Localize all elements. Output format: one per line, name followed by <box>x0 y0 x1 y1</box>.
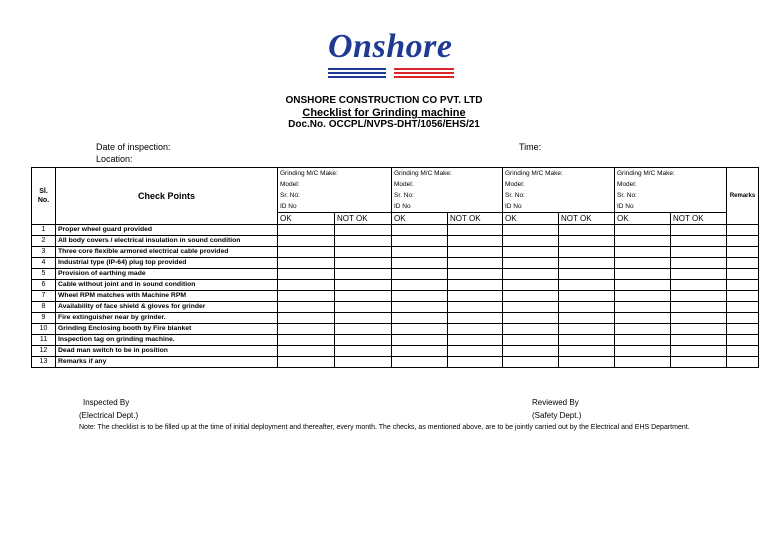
time-label: Time: <box>519 142 542 152</box>
not-ok-entry-cell[interactable] <box>335 313 392 324</box>
ok-entry-cell[interactable] <box>392 313 448 324</box>
ok-entry-cell[interactable] <box>278 236 335 247</box>
ok-entry-cell[interactable] <box>615 258 671 269</box>
sl-no-cell: 9 <box>32 313 56 324</box>
not-ok-entry-cell[interactable] <box>448 291 503 302</box>
inspected-dept-label: (Electrical Dept.) <box>79 411 139 420</box>
not-ok-entry-cell[interactable] <box>448 302 503 313</box>
not-ok-entry-cell[interactable] <box>335 302 392 313</box>
not-ok-entry-cell[interactable] <box>671 236 727 247</box>
not-ok-entry-cell[interactable] <box>335 269 392 280</box>
ok-entry-cell[interactable] <box>503 313 559 324</box>
ok-entry-cell[interactable] <box>278 346 335 357</box>
check-point-cell: Dead man switch to be in position <box>56 346 278 357</box>
not-ok-entry-cell[interactable] <box>559 236 615 247</box>
ok-entry-cell[interactable] <box>615 280 671 291</box>
remarks-cell[interactable] <box>727 335 759 346</box>
ok-entry-cell[interactable] <box>392 225 448 236</box>
not-ok-entry-cell[interactable] <box>671 280 727 291</box>
ok-entry-cell[interactable] <box>278 291 335 302</box>
ok-column-header: OK <box>615 213 671 225</box>
ok-entry-cell[interactable] <box>392 346 448 357</box>
not-ok-entry-cell[interactable] <box>335 335 392 346</box>
ok-entry-cell[interactable] <box>503 357 559 368</box>
table-row <box>32 269 759 280</box>
not-ok-entry-cell[interactable] <box>671 357 727 368</box>
not-ok-entry-cell[interactable] <box>559 346 615 357</box>
ok-entry-cell[interactable] <box>503 247 559 258</box>
ok-entry-cell[interactable] <box>503 335 559 346</box>
not-ok-entry-cell[interactable] <box>448 247 503 258</box>
check-point-cell: Grinding Enclosing booth by Fire blanket <box>56 324 278 335</box>
ok-entry-cell[interactable] <box>503 291 559 302</box>
ok-entry-cell[interactable] <box>278 269 335 280</box>
not-ok-entry-cell[interactable] <box>335 324 392 335</box>
check-point-cell: All body covers / electrical insulation in sound condition <box>56 236 278 247</box>
company-logo <box>322 28 462 84</box>
not-ok-entry-cell[interactable] <box>448 346 503 357</box>
sl-no-cell: 7 <box>32 291 56 302</box>
ok-entry-cell[interactable] <box>615 357 671 368</box>
sl-no-cell: 8 <box>32 302 56 313</box>
not-ok-entry-cell[interactable] <box>559 302 615 313</box>
ok-entry-cell[interactable] <box>503 236 559 247</box>
machine-1-details: Grinding M/C Make: Model: Sr. No: ID No <box>278 168 392 213</box>
remarks-cell[interactable] <box>727 269 759 280</box>
ok-entry-cell[interactable] <box>615 302 671 313</box>
not-ok-entry-cell[interactable] <box>448 357 503 368</box>
ok-entry-cell[interactable] <box>503 225 559 236</box>
not-ok-entry-cell[interactable] <box>448 225 503 236</box>
not-ok-entry-cell[interactable] <box>559 225 615 236</box>
not-ok-entry-cell[interactable] <box>448 258 503 269</box>
not-ok-entry-cell[interactable] <box>335 357 392 368</box>
remarks-cell[interactable] <box>727 324 759 335</box>
not-ok-entry-cell[interactable] <box>671 258 727 269</box>
checklist-table <box>31 167 759 368</box>
table-row <box>32 225 759 236</box>
sl-no-cell: 5 <box>32 269 56 280</box>
not-ok-entry-cell[interactable] <box>559 258 615 269</box>
ok-entry-cell[interactable] <box>615 269 671 280</box>
check-point-cell: Wheel RPM matches with Machine RPM <box>56 291 278 302</box>
not-ok-column-header: NOT OK <box>335 213 392 225</box>
ok-entry-cell[interactable] <box>392 335 448 346</box>
not-ok-entry-cell[interactable] <box>448 324 503 335</box>
inspected-by-label: Inspected By <box>83 398 130 407</box>
ok-entry-cell[interactable] <box>278 302 335 313</box>
ok-entry-cell[interactable] <box>503 280 559 291</box>
not-ok-entry-cell[interactable] <box>335 247 392 258</box>
check-point-cell: Industrial type (IP-64) plug top provided <box>56 258 278 269</box>
not-ok-entry-cell[interactable] <box>671 335 727 346</box>
sl-no-cell: 11 <box>32 335 56 346</box>
not-ok-entry-cell[interactable] <box>671 313 727 324</box>
remarks-cell[interactable] <box>727 280 759 291</box>
not-ok-entry-cell[interactable] <box>335 346 392 357</box>
ok-entry-cell[interactable] <box>392 291 448 302</box>
check-point-cell: Provision of earthing made <box>56 269 278 280</box>
ok-entry-cell[interactable] <box>392 280 448 291</box>
ok-column-header: OK <box>503 213 559 225</box>
not-ok-entry-cell[interactable] <box>448 335 503 346</box>
not-ok-entry-cell[interactable] <box>671 324 727 335</box>
remarks-cell[interactable] <box>727 346 759 357</box>
check-point-cell: Proper wheel guard provided <box>56 225 278 236</box>
sl-no-cell: 2 <box>32 236 56 247</box>
check-points-header: Check Points <box>56 168 278 225</box>
ok-entry-cell[interactable] <box>503 269 559 280</box>
ok-entry-cell[interactable] <box>503 346 559 357</box>
ok-entry-cell[interactable] <box>392 236 448 247</box>
not-ok-entry-cell[interactable] <box>559 269 615 280</box>
table-row <box>32 346 759 357</box>
table-row <box>32 258 759 269</box>
document-number: Doc.No. OCCPL/NVPS-DHT/1056/EHS/21 <box>288 119 480 130</box>
ok-entry-cell[interactable] <box>615 247 671 258</box>
logo-text: Onshore <box>328 28 453 65</box>
remarks-cell[interactable] <box>727 302 759 313</box>
not-ok-entry-cell[interactable] <box>671 291 727 302</box>
check-point-cell: Inspection tag on grinding machine. <box>56 335 278 346</box>
not-ok-entry-cell[interactable] <box>335 236 392 247</box>
sl-no-cell: 6 <box>32 280 56 291</box>
sl-no-cell: 10 <box>32 324 56 335</box>
sl-no-header: Sl. No. <box>32 168 56 225</box>
not-ok-entry-cell[interactable] <box>671 247 727 258</box>
date-of-inspection-label: Date of inspection: <box>96 142 171 152</box>
ok-entry-cell[interactable] <box>503 302 559 313</box>
note-text: Note: The checklist is to be filled up at the time of initial deployment and thereafter, every month. The checks, as mentioned above, are to be jointly carried out by the Electrical and EHS Department. <box>79 424 690 431</box>
not-ok-entry-cell[interactable] <box>335 258 392 269</box>
check-point-cell: Cable without joint and in sound condition <box>56 280 278 291</box>
table-row <box>32 236 759 247</box>
not-ok-column-header: NOT OK <box>559 213 615 225</box>
remarks-cell[interactable] <box>727 258 759 269</box>
ok-entry-cell[interactable] <box>392 269 448 280</box>
ok-entry-cell[interactable] <box>615 346 671 357</box>
not-ok-entry-cell[interactable] <box>335 280 392 291</box>
table-row <box>32 291 759 302</box>
machine-4-details: Grinding M/C Make: Model: Sr. No: ID No <box>615 168 727 213</box>
not-ok-entry-cell[interactable] <box>559 291 615 302</box>
not-ok-entry-cell[interactable] <box>559 357 615 368</box>
not-ok-entry-cell[interactable] <box>335 291 392 302</box>
check-point-cell: Remarks if any <box>56 357 278 368</box>
ok-entry-cell[interactable] <box>615 236 671 247</box>
table-row <box>32 313 759 324</box>
machine-3-details: Grinding M/C Make: Model: Sr. No: ID No <box>503 168 615 213</box>
ok-entry-cell[interactable] <box>278 313 335 324</box>
sl-no-cell: 13 <box>32 357 56 368</box>
document-title: Checklist for Grinding machine <box>302 107 466 119</box>
ok-entry-cell[interactable] <box>615 225 671 236</box>
check-point-cell: Three core flexible armored electrical cable provided <box>56 247 278 258</box>
table-row <box>32 280 759 291</box>
not-ok-entry-cell[interactable] <box>335 225 392 236</box>
ok-entry-cell[interactable] <box>392 357 448 368</box>
sl-no-cell: 1 <box>32 225 56 236</box>
remarks-cell[interactable] <box>727 313 759 324</box>
ok-entry-cell[interactable] <box>278 324 335 335</box>
ok-column-header: OK <box>392 213 448 225</box>
remarks-cell[interactable] <box>727 291 759 302</box>
not-ok-entry-cell[interactable] <box>448 313 503 324</box>
remarks-cell[interactable] <box>727 357 759 368</box>
not-ok-entry-cell[interactable] <box>559 313 615 324</box>
remarks-cell[interactable] <box>727 236 759 247</box>
ok-entry-cell[interactable] <box>392 324 448 335</box>
ok-entry-cell[interactable] <box>615 324 671 335</box>
table-row <box>32 302 759 313</box>
ok-entry-cell[interactable] <box>278 335 335 346</box>
company-name: ONSHORE CONSTRUCTION CO PVT. LTD <box>285 95 483 106</box>
not-ok-entry-cell[interactable] <box>448 280 503 291</box>
ok-entry-cell[interactable] <box>503 258 559 269</box>
reviewed-dept-label: (Safety Dept.) <box>532 411 582 420</box>
not-ok-entry-cell[interactable] <box>671 346 727 357</box>
ok-entry-cell[interactable] <box>615 313 671 324</box>
ok-entry-cell[interactable] <box>278 280 335 291</box>
ok-entry-cell[interactable] <box>615 291 671 302</box>
table-row <box>32 357 759 368</box>
table-row <box>32 324 759 335</box>
ok-entry-cell[interactable] <box>278 258 335 269</box>
check-point-cell: Fire extinguisher near by grinder. <box>56 313 278 324</box>
not-ok-entry-cell[interactable] <box>559 335 615 346</box>
not-ok-entry-cell[interactable] <box>671 269 727 280</box>
not-ok-entry-cell[interactable] <box>559 280 615 291</box>
sl-no-cell: 3 <box>32 247 56 258</box>
check-point-cell: Availability of face shield & gloves for grinder <box>56 302 278 313</box>
ok-entry-cell[interactable] <box>278 247 335 258</box>
not-ok-entry-cell[interactable] <box>671 302 727 313</box>
sl-no-cell: 4 <box>32 258 56 269</box>
remarks-cell[interactable] <box>727 247 759 258</box>
machine-2-details: Grinding M/C Make: Model: Sr. No: ID No <box>392 168 503 213</box>
table-row <box>32 335 759 346</box>
ok-entry-cell[interactable] <box>392 258 448 269</box>
not-ok-column-header: NOT OK <box>671 213 727 225</box>
not-ok-entry-cell[interactable] <box>559 324 615 335</box>
ok-entry-cell[interactable] <box>503 324 559 335</box>
sl-no-cell: 12 <box>32 346 56 357</box>
ok-entry-cell[interactable] <box>278 357 335 368</box>
not-ok-entry-cell[interactable] <box>559 247 615 258</box>
ok-column-header: OK <box>278 213 335 225</box>
table-row <box>32 247 759 258</box>
not-ok-column-header: NOT OK <box>448 213 503 225</box>
remarks-cell[interactable] <box>727 225 759 236</box>
reviewed-by-label: Reviewed By <box>532 398 579 407</box>
remarks-header: Remarks <box>727 168 759 225</box>
ok-entry-cell[interactable] <box>392 302 448 313</box>
ok-entry-cell[interactable] <box>392 247 448 258</box>
not-ok-entry-cell[interactable] <box>448 236 503 247</box>
ok-entry-cell[interactable] <box>278 225 335 236</box>
not-ok-entry-cell[interactable] <box>448 269 503 280</box>
ok-entry-cell[interactable] <box>615 335 671 346</box>
location-label: Location: <box>96 154 133 164</box>
not-ok-entry-cell[interactable] <box>671 225 727 236</box>
